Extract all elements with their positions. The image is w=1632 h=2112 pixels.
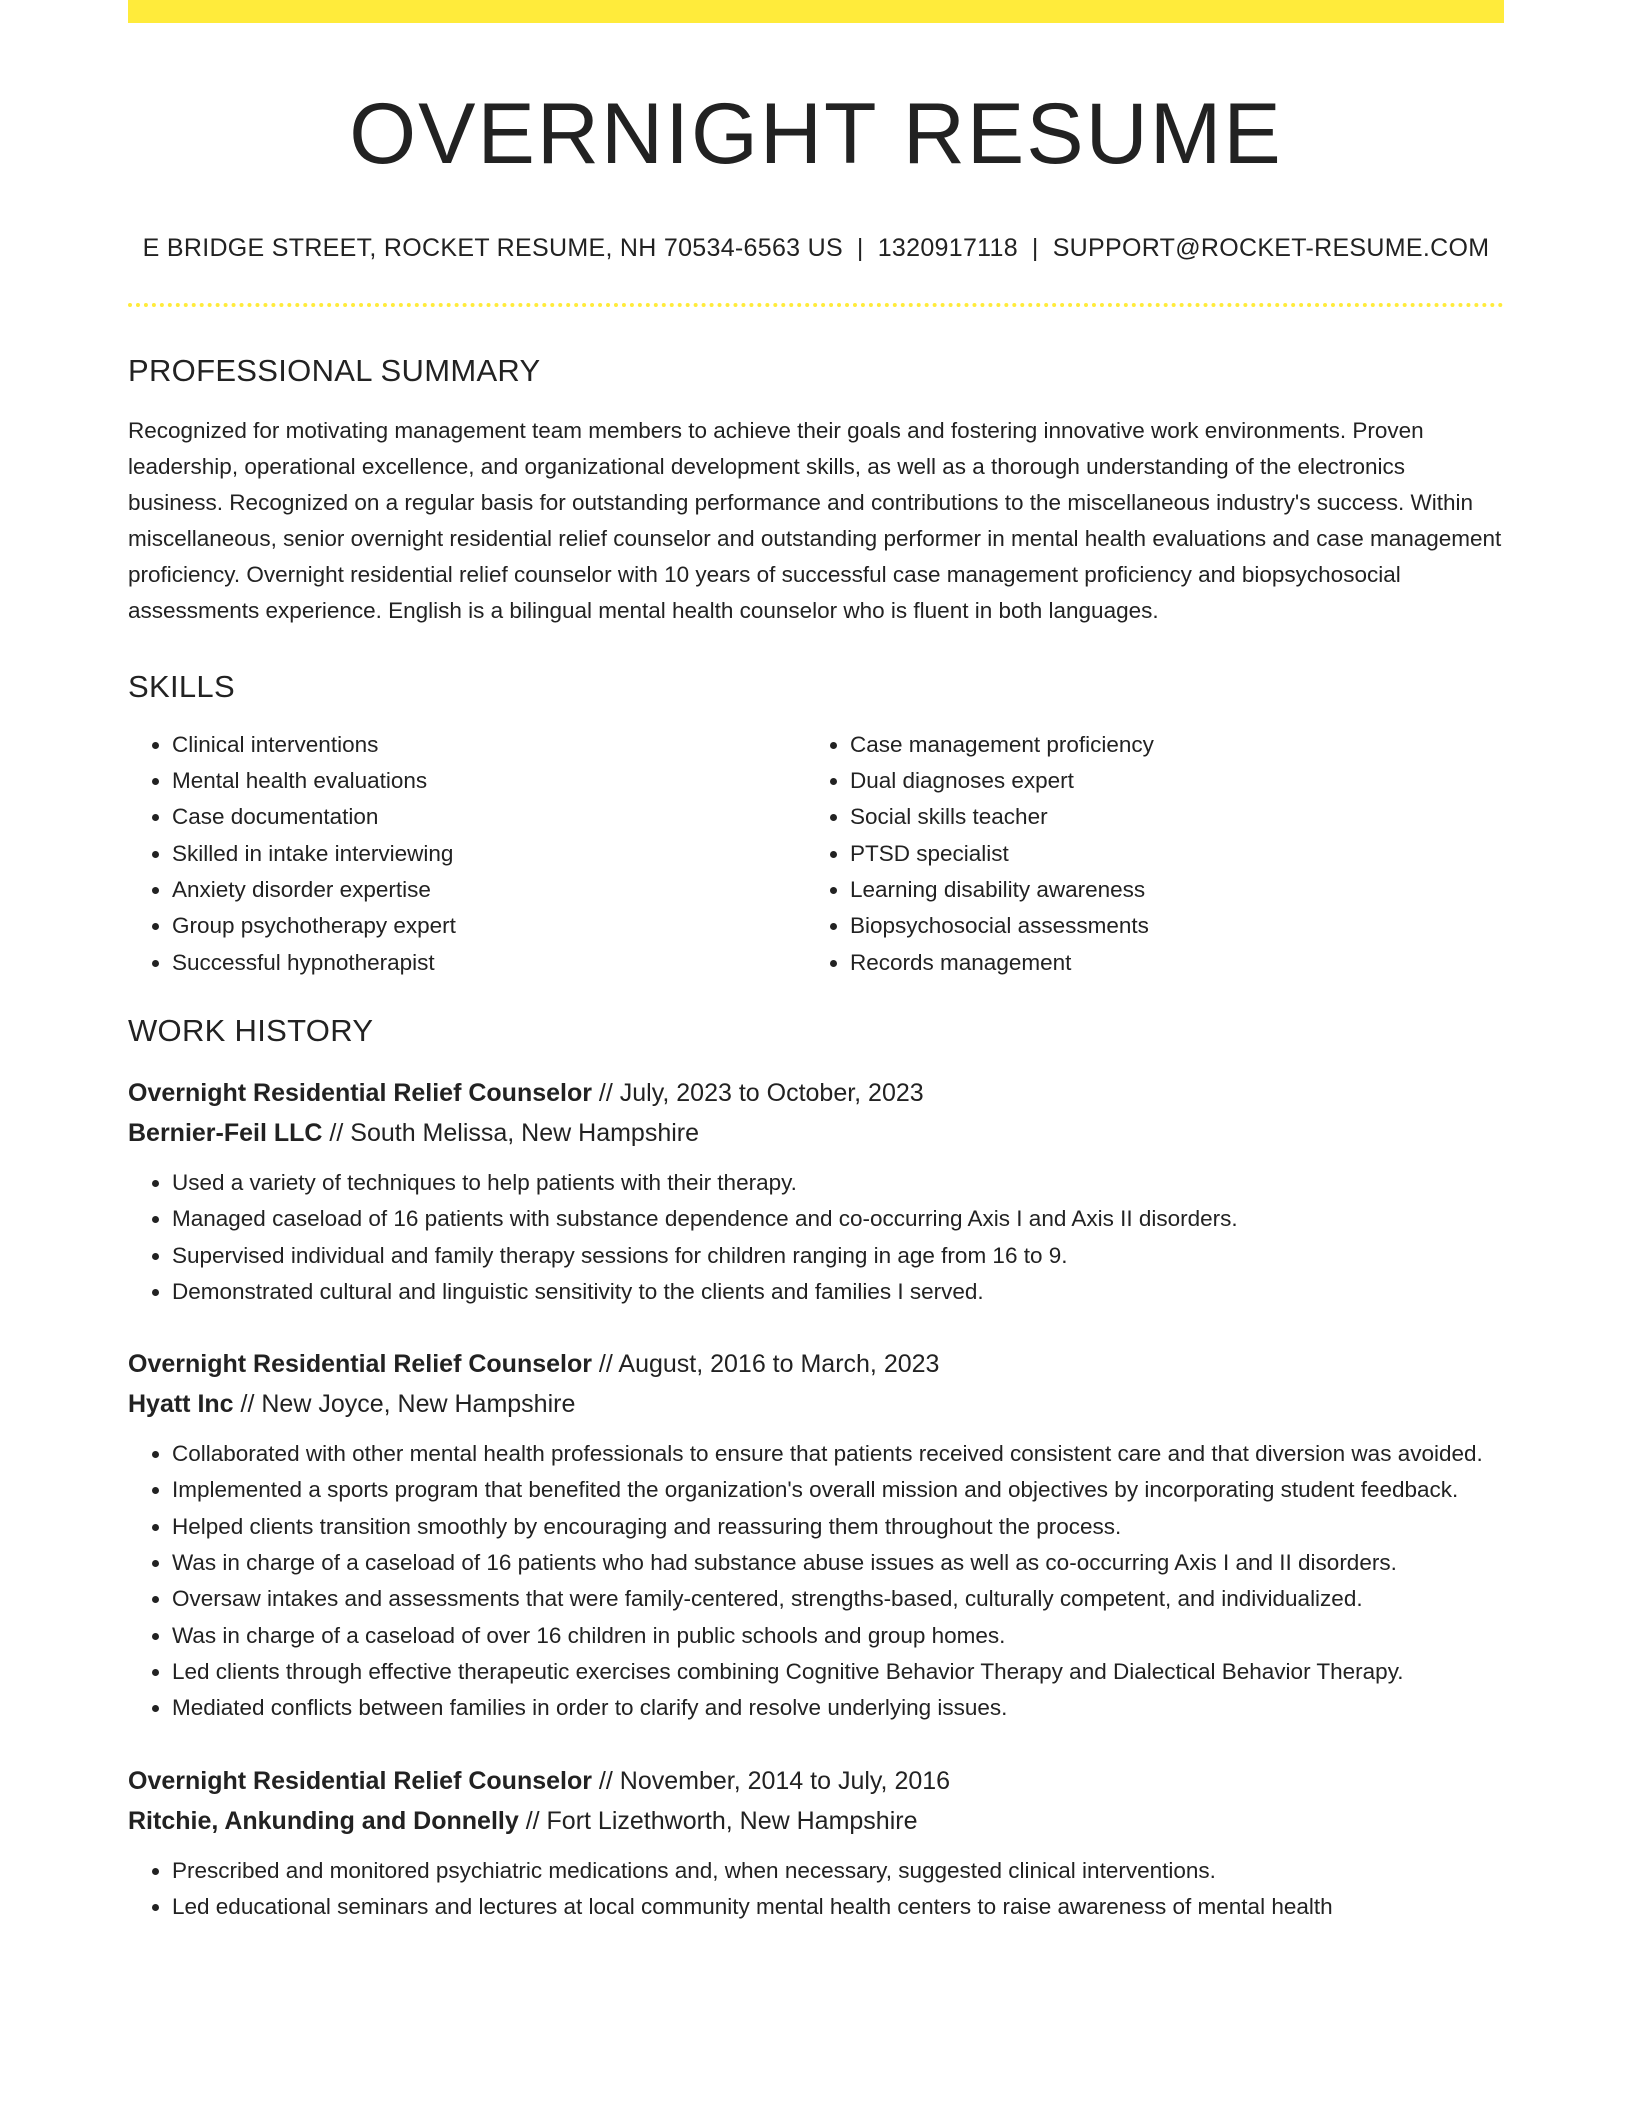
summary-text: Recognized for motivating management team members to achieve their goals and fostering innovative work environments. Proven leadership, operational excellence, and organizational development skills, as well as a thorough understanding of the electronics business. Recognized on a regular basis for outstanding performance and contributions to the miscellaneous industry's success. Within miscellaneous, senior overnight residential relief counselor and outstanding performer in mental health evaluations and case management proficiency. Overnight residential relief counselor with 10 years of successful case management proficiency and biopsychosocial assessments experience. English is a bilingual mental health counselor who is fluent in both languages.	[128, 417, 1502, 623]
job-bullet: • Prescribed and monitored psychiatric medications and, when necessary, suggested clinical interventions.	[172, 1853, 1504, 1889]
contact-address: E BRIDGE STREET, ROCKET RESUME, NH 70534-6563 US	[142, 233, 843, 262]
work-history-heading: WORK HISTORY	[128, 1012, 374, 1048]
job-company-line	[128, 1801, 1504, 1841]
job-entry	[128, 1344, 1504, 1726]
job-bullet: • Used a variety of techniques to help patients with their therapy.	[172, 1165, 1504, 1201]
job-company-line	[128, 1113, 1504, 1153]
job-bullet: • Oversaw intakes and assessments that were family-centered, strengths-based, culturally competent, and individualized.	[172, 1581, 1504, 1617]
job-bullets	[128, 1853, 1504, 1926]
job-location: // New Joyce, New Hampshire	[233, 1390, 576, 1419]
dotted-divider	[128, 303, 1504, 307]
job-bullet: • Helped clients transition smoothly by encouraging and reassuring them throughout the process.	[172, 1509, 1504, 1545]
skills-heading: SKILLS	[128, 668, 235, 704]
resume-page	[128, 0, 1504, 1925]
job-title-line	[128, 1073, 1504, 1113]
resume-name: OVERNIGHT RESUME	[349, 86, 1283, 182]
job-location: // Fort Lizethworth, New Hampshire	[518, 1806, 918, 1835]
job-bullet: • Mediated conflicts between families in order to clarify and resolve underlying issues.	[172, 1690, 1504, 1726]
contact-email: SUPPORT@ROCKET-RESUME.COM	[1052, 233, 1490, 262]
top-accent-bar	[128, 0, 1504, 23]
job-bullet: • Was in charge of a caseload of 16 patients who had substance abuse issues as well as co-occurring Axis I and II disorders.	[172, 1545, 1504, 1581]
job-bullets	[128, 1436, 1504, 1726]
job-dates: // July, 2023 to October, 2023	[591, 1078, 924, 1107]
job-location: // South Melissa, New Hampshire	[322, 1118, 700, 1147]
job-bullet: • Led clients through effective therapeutic exercises combining Cognitive Behavior Therapy and Dialectical Behavior Therapy.	[172, 1654, 1504, 1690]
skills-left-column	[128, 727, 806, 981]
skill-item: • Records management	[850, 945, 1484, 981]
job-bullet: • Was in charge of a caseload of over 16 children in public schools and group homes.	[172, 1618, 1504, 1654]
skill-item: • Dual diagnoses expert	[850, 763, 1484, 799]
summary-heading: PROFESSIONAL SUMMARY	[128, 352, 541, 388]
job-bullet: • Managed caseload of 16 patients with substance dependence and co-occurring Axis I and Axis II disorders.	[172, 1201, 1504, 1237]
job-dates: // August, 2016 to March, 2023	[591, 1350, 940, 1379]
skill-item: • Case documentation	[172, 799, 806, 835]
skill-item: • Skilled in intake interviewing	[172, 836, 806, 872]
skill-item: • Group psychotherapy expert	[172, 908, 806, 944]
skill-item: • Successful hypnotherapist	[172, 945, 806, 981]
job-role: Overnight Residential Relief Counselor	[128, 1766, 592, 1795]
job-bullet: • Led educational seminars and lectures at local community mental health centers to raise awareness of mental health	[172, 1889, 1504, 1925]
contact-line	[128, 234, 1504, 263]
job-title-line	[128, 1761, 1504, 1801]
job-company: Ritchie, Ankunding and Donnelly	[128, 1806, 519, 1835]
skill-item: • Learning disability awareness	[850, 872, 1484, 908]
skill-item: • Case management proficiency	[850, 727, 1484, 763]
job-entry	[128, 1073, 1504, 1310]
contact-separator: |	[856, 233, 864, 262]
contact-separator: |	[1031, 233, 1039, 262]
job-bullet: • Collaborated with other mental health professionals to ensure that patients received consistent care and that diversion was avoided.	[172, 1436, 1504, 1472]
job-company: Bernier-Feil LLC	[128, 1118, 323, 1147]
skill-item: • PTSD specialist	[850, 836, 1484, 872]
job-title-line	[128, 1344, 1504, 1384]
skill-item: • Social skills teacher	[850, 799, 1484, 835]
job-bullets	[128, 1165, 1504, 1310]
job-role: Overnight Residential Relief Counselor	[128, 1350, 592, 1379]
skill-item: • Anxiety disorder expertise	[172, 872, 806, 908]
job-bullet: • Supervised individual and family therapy sessions for children ranging in age from 16 to 9.	[172, 1238, 1504, 1274]
contact-phone: 1320917118	[877, 233, 1018, 262]
skills-columns	[128, 727, 1504, 981]
job-company-line	[128, 1384, 1504, 1424]
skills-right-column	[806, 727, 1484, 981]
job-role: Overnight Residential Relief Counselor	[128, 1078, 592, 1107]
skill-item: • Biopsychosocial assessments	[850, 908, 1484, 944]
job-bullet: • Demonstrated cultural and linguistic sensitivity to the clients and families I served.	[172, 1274, 1504, 1310]
job-company: Hyatt Inc	[128, 1390, 234, 1419]
skill-item: • Mental health evaluations	[172, 763, 806, 799]
skill-item: • Clinical interventions	[172, 727, 806, 763]
job-bullet: • Implemented a sports program that benefited the organization's overall mission and objectives by incorporating student feedback.	[172, 1472, 1504, 1508]
job-entry	[128, 1761, 1504, 1926]
job-dates: // November, 2014 to July, 2016	[591, 1766, 951, 1795]
